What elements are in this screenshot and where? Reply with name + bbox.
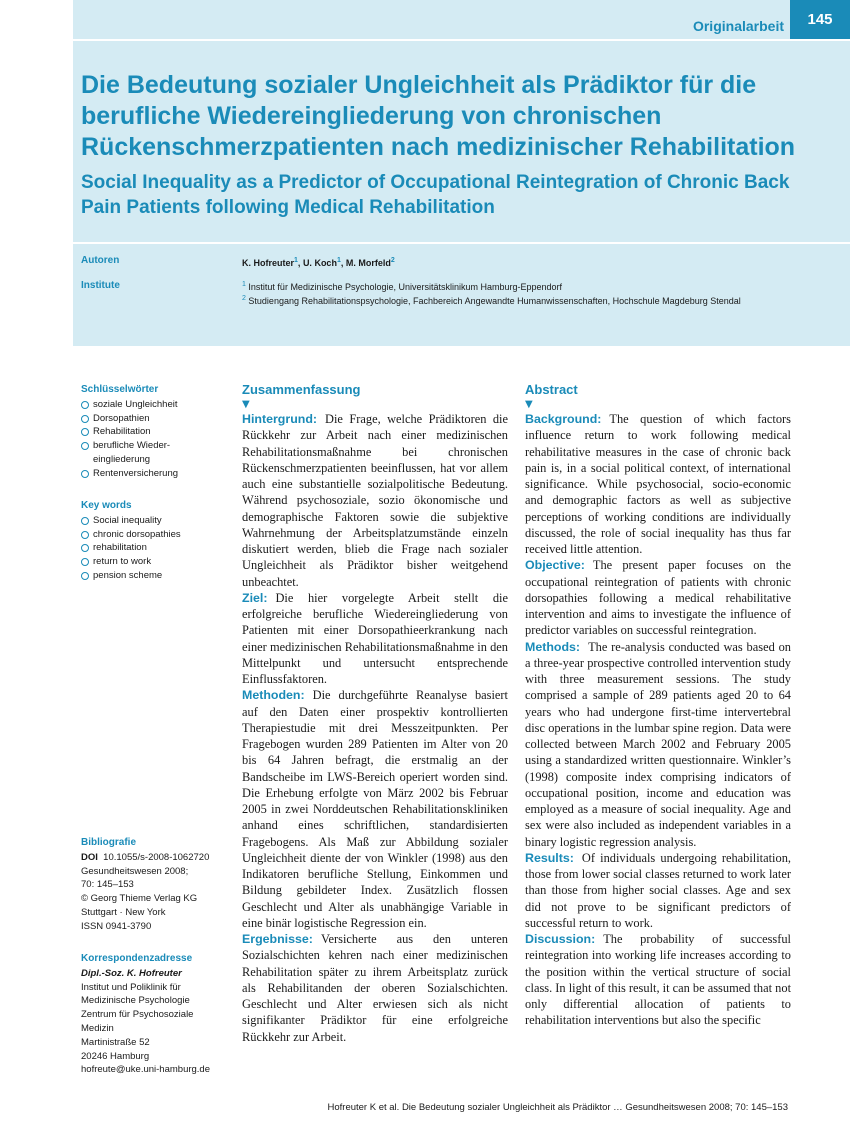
- address-line: Medizin: [81, 1022, 114, 1034]
- keyword-item: pension scheme: [81, 569, 231, 583]
- bullet-icon: [81, 572, 89, 580]
- bullet-icon: [81, 401, 89, 409]
- abstract-paragraph: Ergebnisse: Versicherte aus den unteren Sozialschichten kehren nach einer medizinischen Rehabilitation später zu ihrem Arbeitsplatz zurück als Rehabilitanden der oberen Sozialschichten. Geschlecht und Alter erwiesen sich als nicht signifikanter Prädiktor für eine erfolgreiche Rückkehr zur Arbeit.: [242, 932, 508, 1044]
- bib-line: Stuttgart · New York: [81, 906, 166, 918]
- title-german: Die Bedeutung sozialer Ungleichheit als Prädiktor für die berufliche Wiedereingliederung von chronischen Rückenschmerzpatienten nach medizinischer Rehabilitation: [81, 71, 796, 161]
- authors-label: Autoren: [81, 255, 120, 266]
- keywords-de-list: [81, 398, 231, 481]
- keywords-de-block: [81, 383, 231, 481]
- abstract-paragraph: Methoden: Die durchgeführte Reanalyse basiert auf den Daten einer prospektiv kontrollierten Therapiestudie mit drei Messzeitpunkten. Per Fragebogen wurden 289 Patienten im Alter von 20 bis 64 Jahren befragt, die erstmalig an der Bandscheibe im LWS-Bereich operiert worden sind. Die Erhebung erfolgte von März 2002 bis Februar 2005 in zwei Norddeutschen Rehabilitationskliniken anhand eines schriftlichen, standardisierten Fragebogens. Als Maß zur Abbildung sozialer Ungleichheit diente der von Winkler (1998) aus den Indikatoren berufliche Stellung, Einkommen und Bildung gebildeter Index. Zusätzlich flossen Geschlecht und Alter als unabhängige Variable in eine binär logistische Regression ein.: [242, 688, 508, 930]
- abstract-paragraph: Objective: The present paper focuses on the occupational reintegration of patients with chronic dorsopathies following a medical rehabilitative intervention and aims to investigate the influence of predictor variables on successful reintegration.: [525, 558, 791, 638]
- abstract-paragraph: Hintergrund: Die Frage, welche Prädiktoren die Rückkehr zur Arbeit nach einer medizinischen Rehabilitationsmaßnahme bei chronischen Rückenschmerzpatienten beeinflussen, hat vor allem auch eine substantielle sozialpolitische Bedeutung. Während psychosoziale, sozio ökonomische und demographische Faktoren sowie die subjektive Wahrnehmung der Arbeitsplatzumstände einzeln diskutiert werden, blieb die Frage nach sozialer Ungleichheit als Prädiktor bisher weitgehend unbeachtet.: [242, 412, 508, 589]
- zusammenfassung-column: [242, 381, 508, 1045]
- email-link[interactable]: hofreute@uke.uni-hamburg.de: [81, 1064, 211, 1076]
- address-line: 20246 Hamburg: [81, 1050, 150, 1062]
- author-name: U. Koch: [302, 258, 337, 268]
- keywords-en-heading: Key words: [81, 500, 132, 511]
- abstract-paragraph: Results: Of individuals undergoing rehabilitation, those from lower social classes returned to work later than those from higher social classes. Age and sex did not prove to be significant predictors of successful return to work.: [525, 850, 791, 930]
- bib-line: ISSN 0941-3790: [81, 920, 152, 932]
- bullet-icon: [81, 470, 89, 478]
- bullet-icon: [81, 544, 89, 552]
- section-label: Originalarbeit: [692, 18, 784, 34]
- keyword-item: rehabilitation: [81, 541, 231, 555]
- doi-line: DOI 10.1055/s-2008-1062720: [81, 851, 210, 863]
- keywords-en-block: [81, 499, 231, 583]
- address-line: Institut und Poliklinik für: [81, 981, 181, 993]
- bullet-icon: [81, 415, 89, 423]
- bib-line: 70: 145–153: [81, 879, 134, 891]
- correspondence-heading: Korrespondenzadresse: [81, 953, 193, 964]
- title-english: Social Inequality as a Predictor of Occupational Reintegration of Chronic Back Pain Patients following Medical Rehabilitation: [81, 172, 790, 218]
- authors-list: K. Hofreuter$^1$, U. Koch$^1$, M. Morfeld$^2$: [242, 257, 395, 268]
- institute-item: $^1$ Institut für Medizinische Psychologie, Universitätsklinikum Hamburg-Eppendorf: [242, 281, 563, 292]
- institutes-label: Institute: [81, 280, 120, 291]
- zusammenfassung-heading: Zusammenfassung: [242, 382, 361, 397]
- keyword-item: return to work: [81, 555, 231, 569]
- keyword-item: soziale Ungleichheit: [81, 398, 231, 412]
- address-line: Medizinische Psychologie: [81, 995, 190, 1007]
- bibliography-heading: Bibliografie: [81, 837, 137, 848]
- page-number: 145: [790, 0, 850, 39]
- keyword-item: berufliche Wieder-eingliederung: [81, 439, 198, 467]
- correspondence-block: [81, 952, 231, 1077]
- page-footer: Hofreuter K et al. Die Bedeutung sozialer Ungleichheit als Prädiktor … Gesundheitswesen 2008; 70: 145–153: [327, 1102, 788, 1113]
- triangle-down-icon: ▼: [242, 399, 250, 410]
- bullet-icon: [81, 517, 89, 525]
- keyword-item: Dorsopathien: [81, 412, 231, 426]
- keywords-de-heading: Schlüsselwörter: [81, 384, 159, 395]
- institute-item: $^2$ Studiengang Rehabilitationspsychologie, Fachbereich Angewandte Humanwissenschaften, Hochschule Magdeburg Stendal: [242, 295, 741, 306]
- correspondence-name: Dipl.-Soz. K. Hofreuter: [81, 967, 182, 979]
- keyword-item: chronic dorsopathies: [81, 528, 231, 542]
- keyword-item: Rentenversicherung: [81, 467, 231, 481]
- keyword-item: Rehabilitation: [81, 425, 231, 439]
- abstract-paragraph: Background: The question of which factors influence return to work following medical rehabilitative measures in the case of chronic back pain is, in a social political context, of international significance. While psychosocial, socio-economic and demographic factors as well as subjective perceptions of working conditions are individually discussed, the role of social inequality has thus far received little attention.: [525, 412, 791, 556]
- abstract-paragraph: Ziel: Die hier vorgelegte Arbeit stellt die erfolgreiche berufliche Wiedereingliederung von Patienten mit einer Dorsopathieerkrankung nach einer medizinischen Rehabilitationsmaßnahme in den Mittelpunkt und untersucht entsprechende Einflussfaktoren.: [242, 590, 508, 686]
- author-name: M. Morfeld: [345, 258, 391, 268]
- abstract-paragraph: Methods: The re-analysis conducted was based on a three-year prospective controlled intervention study with three measurement sessions. The study comprised a sample of 289 patients aged 20 to 64 years who had undergone first-time intervertebral disc operations in the lumbar spine region. Data were collected between March 2002 and February 2005 using a standardized written questionnaire. Winkler’s (1998) composite index comprising indicators of occupational position, income and education was employed as a measure of social inequality. Age and sex were also included as independent variables in a binary logistic regression analysis.: [525, 639, 791, 849]
- abstract-heading: Abstract: [525, 382, 578, 397]
- bullet-icon: [81, 531, 89, 539]
- institutes-list: [242, 279, 741, 307]
- bullet-icon: [81, 442, 89, 450]
- abstract-paragraph: Discussion: The probability of successful reintegration into working life increases according to the position within the vertical structure of social class. In light of this result, it can be assumed that not only differential allocation of patients to rehabilitation interventions but also the specific: [525, 932, 792, 1028]
- address-line: Zentrum für Psychosoziale: [81, 1009, 194, 1021]
- bib-line: Gesundheitswesen 2008;: [81, 865, 189, 877]
- header-divider: [73, 242, 850, 244]
- bibliography-block: [81, 836, 231, 934]
- bullet-icon: [81, 428, 89, 436]
- triangle-down-icon: ▼: [525, 399, 533, 410]
- abstract-column: [525, 381, 791, 1029]
- keyword-item: Social inequality: [81, 514, 231, 528]
- address-line: Martinistraße 52: [81, 1036, 150, 1048]
- bib-line: © Georg Thieme Verlag KG: [81, 893, 198, 905]
- keywords-en-list: [81, 514, 231, 583]
- bullet-icon: [81, 558, 89, 566]
- author-name: K. Hofreuter: [242, 258, 295, 268]
